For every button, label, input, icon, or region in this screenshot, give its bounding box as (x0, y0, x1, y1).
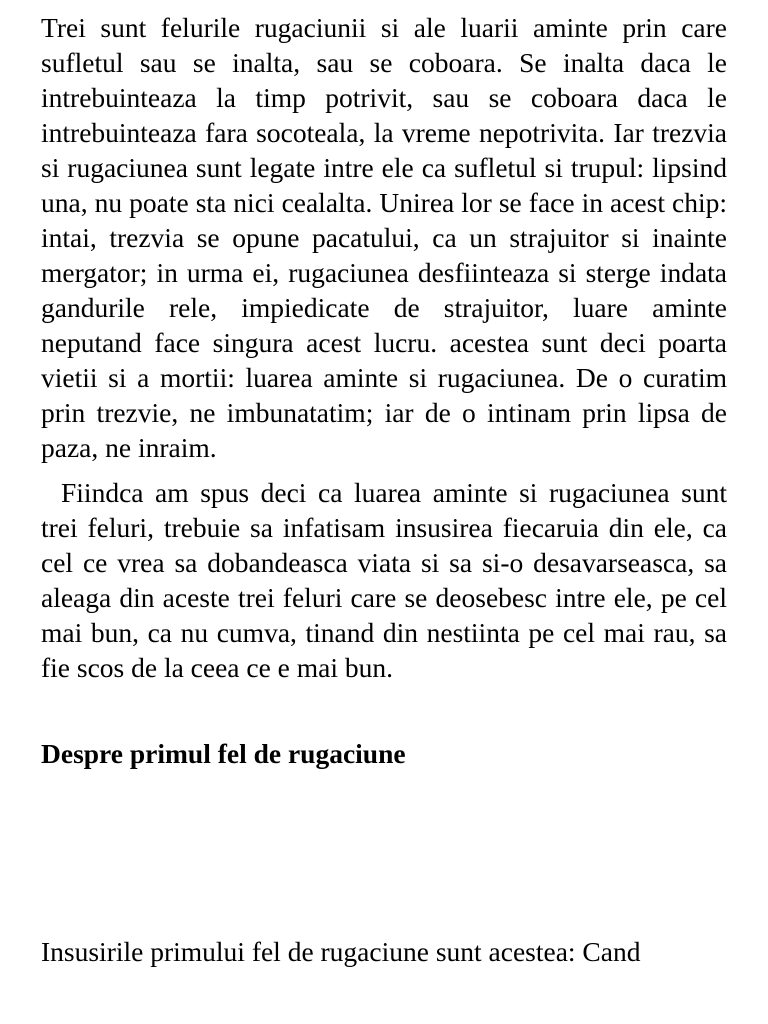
paragraph-intro: Trei sunt felurile rugaciunii si ale luarii aminte prin care sufletul sau se inalta, sau se coboara. Se inalta daca le intrebuinteaza la timp potrivit, sau se coboara daca le intrebuinteaza fara socoteala, la vreme nepotrivita. Iar trezvia si rugaciunea sunt legate intre ele ca sufletul si trupul: lipsind una, nu poate sta nici cealalta. Unirea lor se face in acest chip: intai, trezvia se opune pacatului, ca un strajuitor si inainte mergator; in urma ei, rugaciunea desfiinteaza si sterge indata gandurile rele, impiedicate de strajuitor, luare aminte neputand face singura acest lucru. acestea sunt deci poarta vietii si a mortii: luarea aminte si rugaciunea. De o curatim prin trezvie, ne imbunatatim; iar de o intinam prin lipsa de paza, ne inraim. (41, 12, 727, 463)
paragraph-three-kinds: Fiindca am spus deci ca luarea aminte si rugaciunea sunt trei feluri, trebuie sa infatisam insusirea fiecaruia din ele, ca cel ce vrea sa dobandeasca viata si sa si-o desavarseasca, sa aleaga din aceste trei feluri care se deosebesc intre ele, pe cel mai bun, ca nu cumva, tinand din nestiinta pe cel mai rau, sa fie scos de la ceea ce e mai bun. (41, 477, 727, 683)
paragraph-first-kind: Insusirile primului fel de rugaciune sunt acestea: Cand (41, 936, 641, 967)
section-heading: Despre primul fel de rugaciune (41, 738, 406, 769)
document-page (41, 10, 727, 969)
